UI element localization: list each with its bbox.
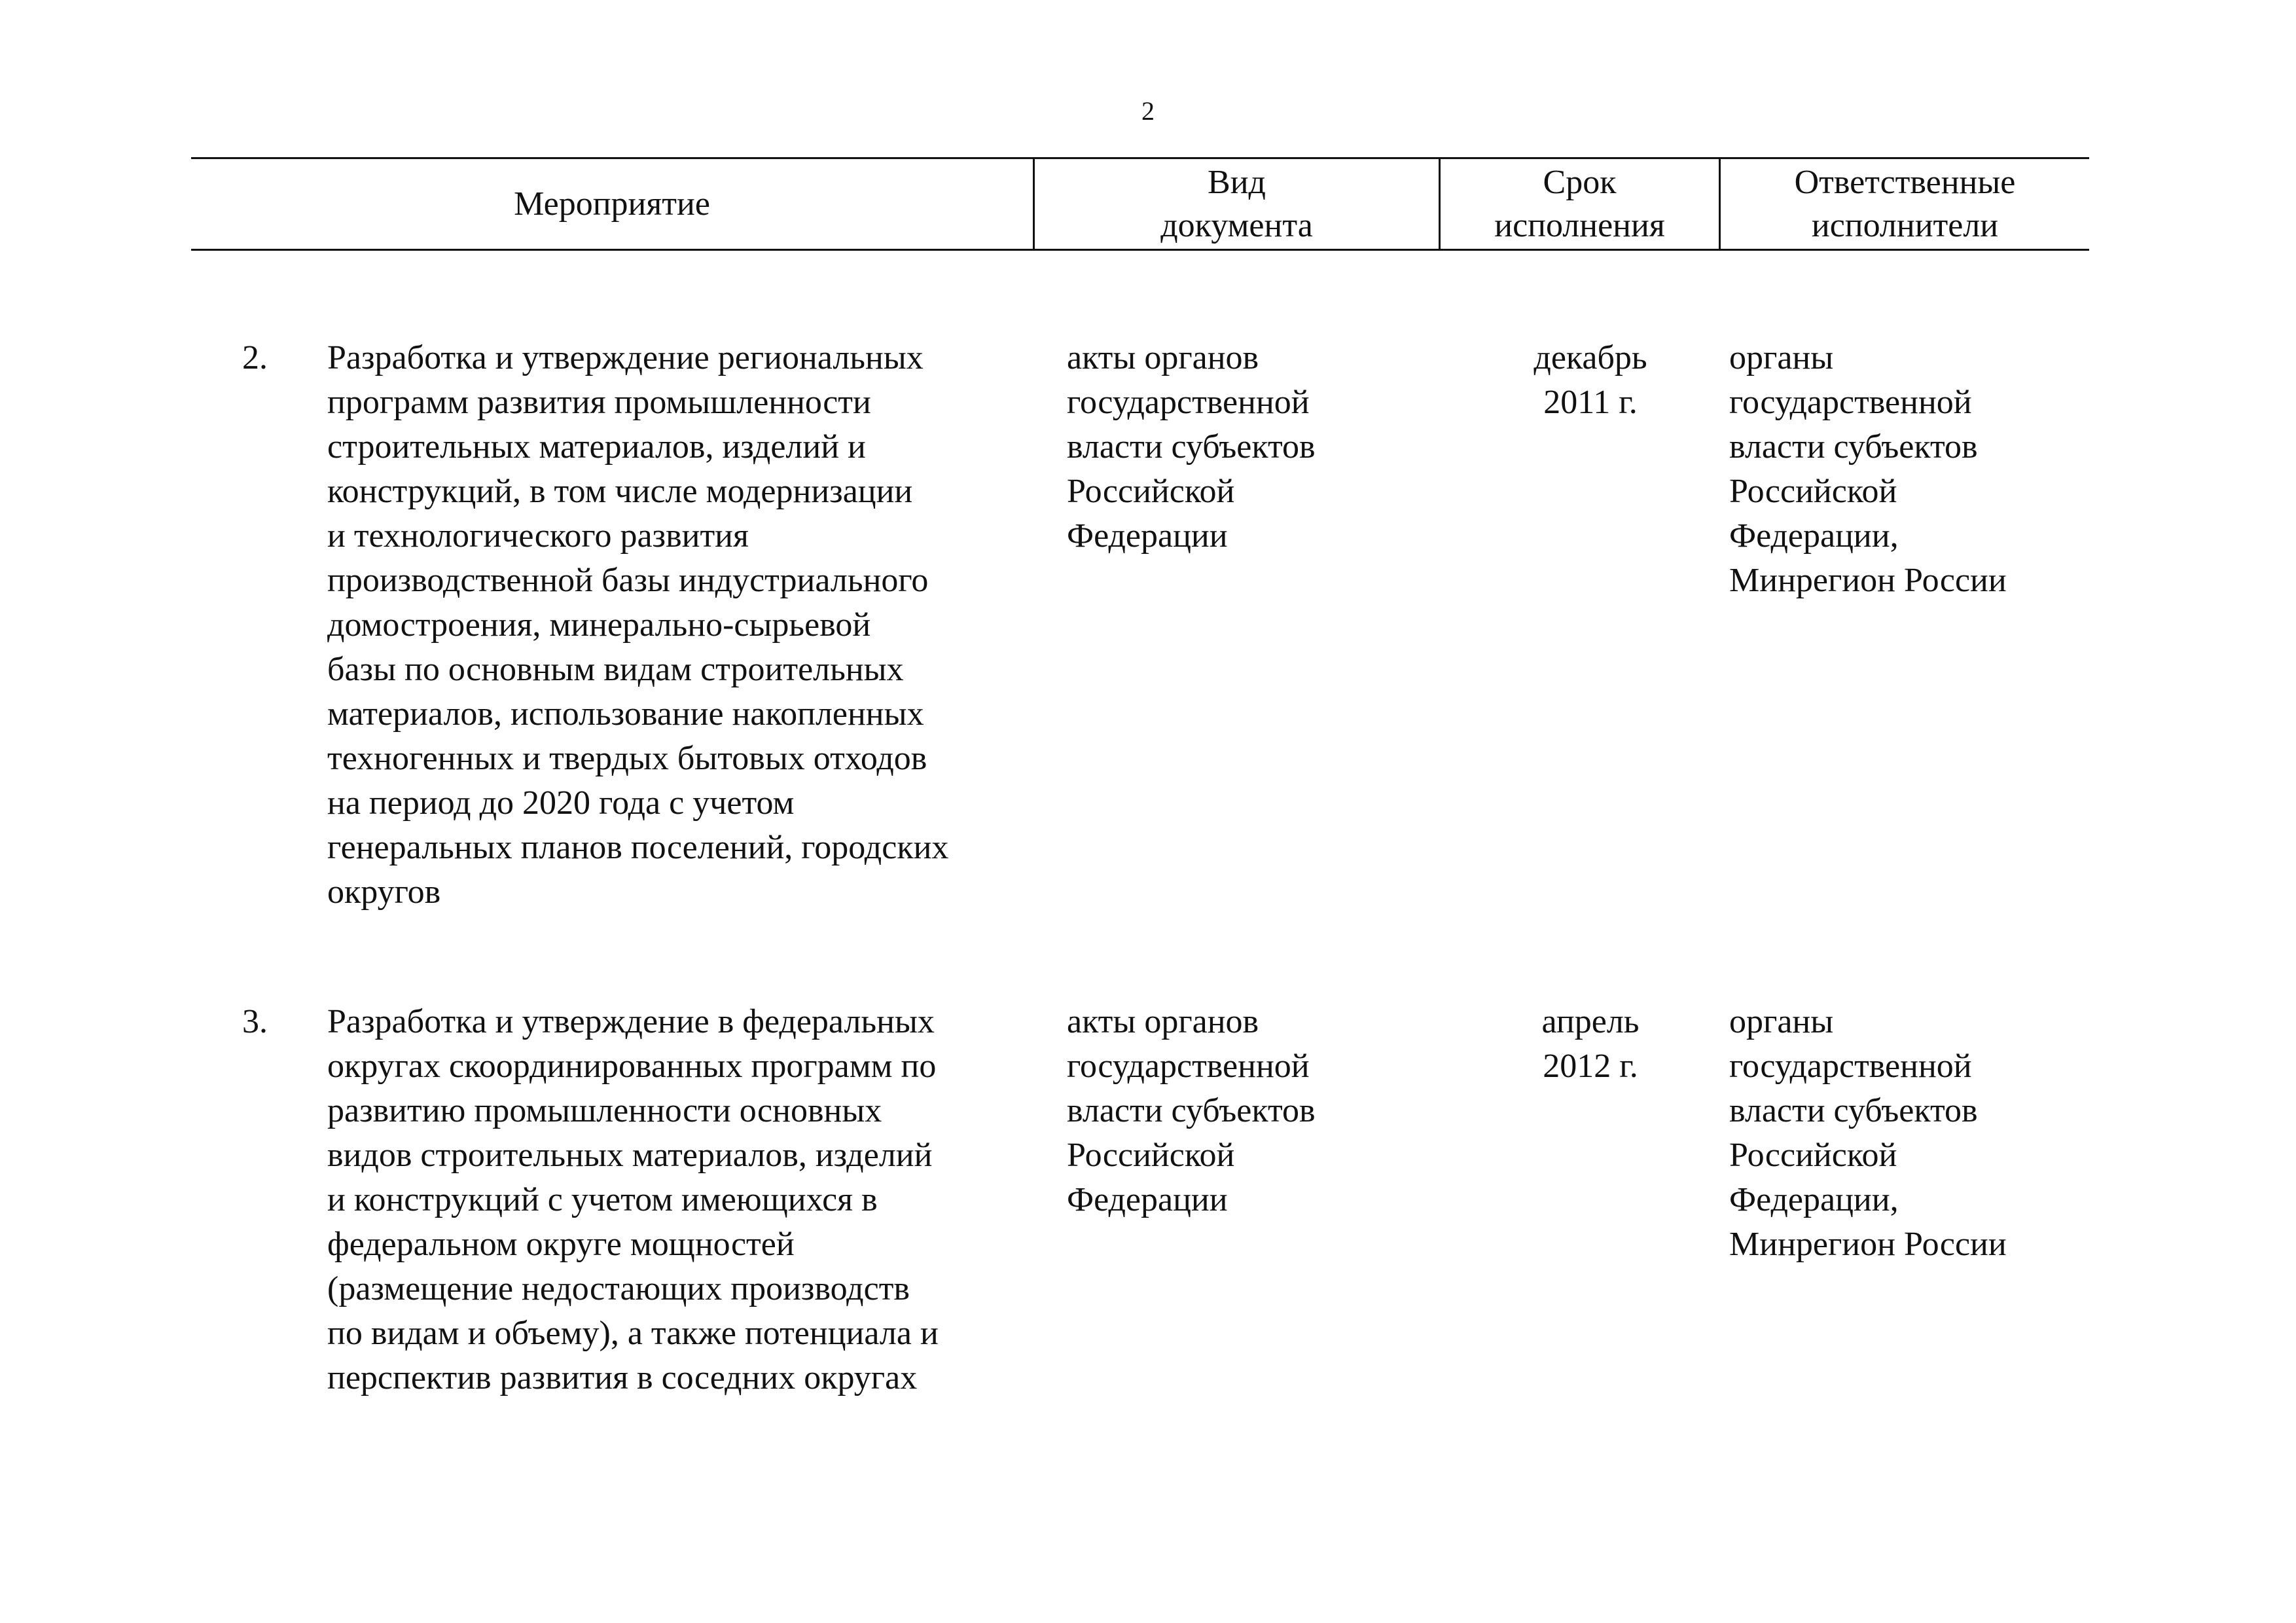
row-number: 2. bbox=[242, 339, 268, 376]
row-event: Разработка и утверждение в федеральных округах скоординированных программ по развитию промышленности основных видов строительных материалов, изделий и конструкций с учетом имеющихся в федеральном округе мощностей (размещение недостающих производств по видам и объему), а также потенциала и перспектив развития в соседних округах bbox=[327, 1003, 939, 1396]
header-deadline bbox=[1439, 159, 1719, 249]
row-responsible: органы государственной власти субъектов Российской Федерации, Минрегион России bbox=[1729, 339, 2007, 599]
page-number: 2 bbox=[1141, 96, 1155, 126]
header-event: Мероприятие bbox=[514, 185, 710, 223]
row-event: Разработка и утверждение региональных программ развития промышленности строительных материалов, изделий и конструкций, в том числе модернизации и технологического развития производственной базы индустриального домостроения, минерально-сырьевой базы по основным видам строительных материалов, использование накопленных техногенных и твердых бытовых отходов на период до 2020 года с учетом генеральных планов поселений, городских округов bbox=[327, 339, 949, 911]
header-doc-type bbox=[1033, 159, 1439, 249]
row-deadline: декабрь 2011 г. bbox=[1534, 339, 1647, 421]
row-responsible: органы государственной власти субъектов Российской Федерации, Минрегион России bbox=[1729, 1003, 2007, 1263]
table-header bbox=[191, 157, 2089, 251]
row-number: 3. bbox=[242, 1003, 268, 1040]
header-responsible-label: Ответственные исполнители bbox=[1794, 163, 2016, 244]
row-doc-type: акты органов государственной власти субъектов Российской Федерации bbox=[1067, 1003, 1316, 1218]
header-responsible bbox=[1719, 159, 2089, 249]
row-doc-type: акты органов государственной власти субъектов Российской Федерации bbox=[1067, 339, 1316, 555]
header-doc-type-label: Вид документа bbox=[1160, 163, 1313, 244]
row-deadline: апрель 2012 г. bbox=[1541, 1003, 1640, 1085]
header-deadline-label: Срок исполнения bbox=[1494, 163, 1665, 244]
